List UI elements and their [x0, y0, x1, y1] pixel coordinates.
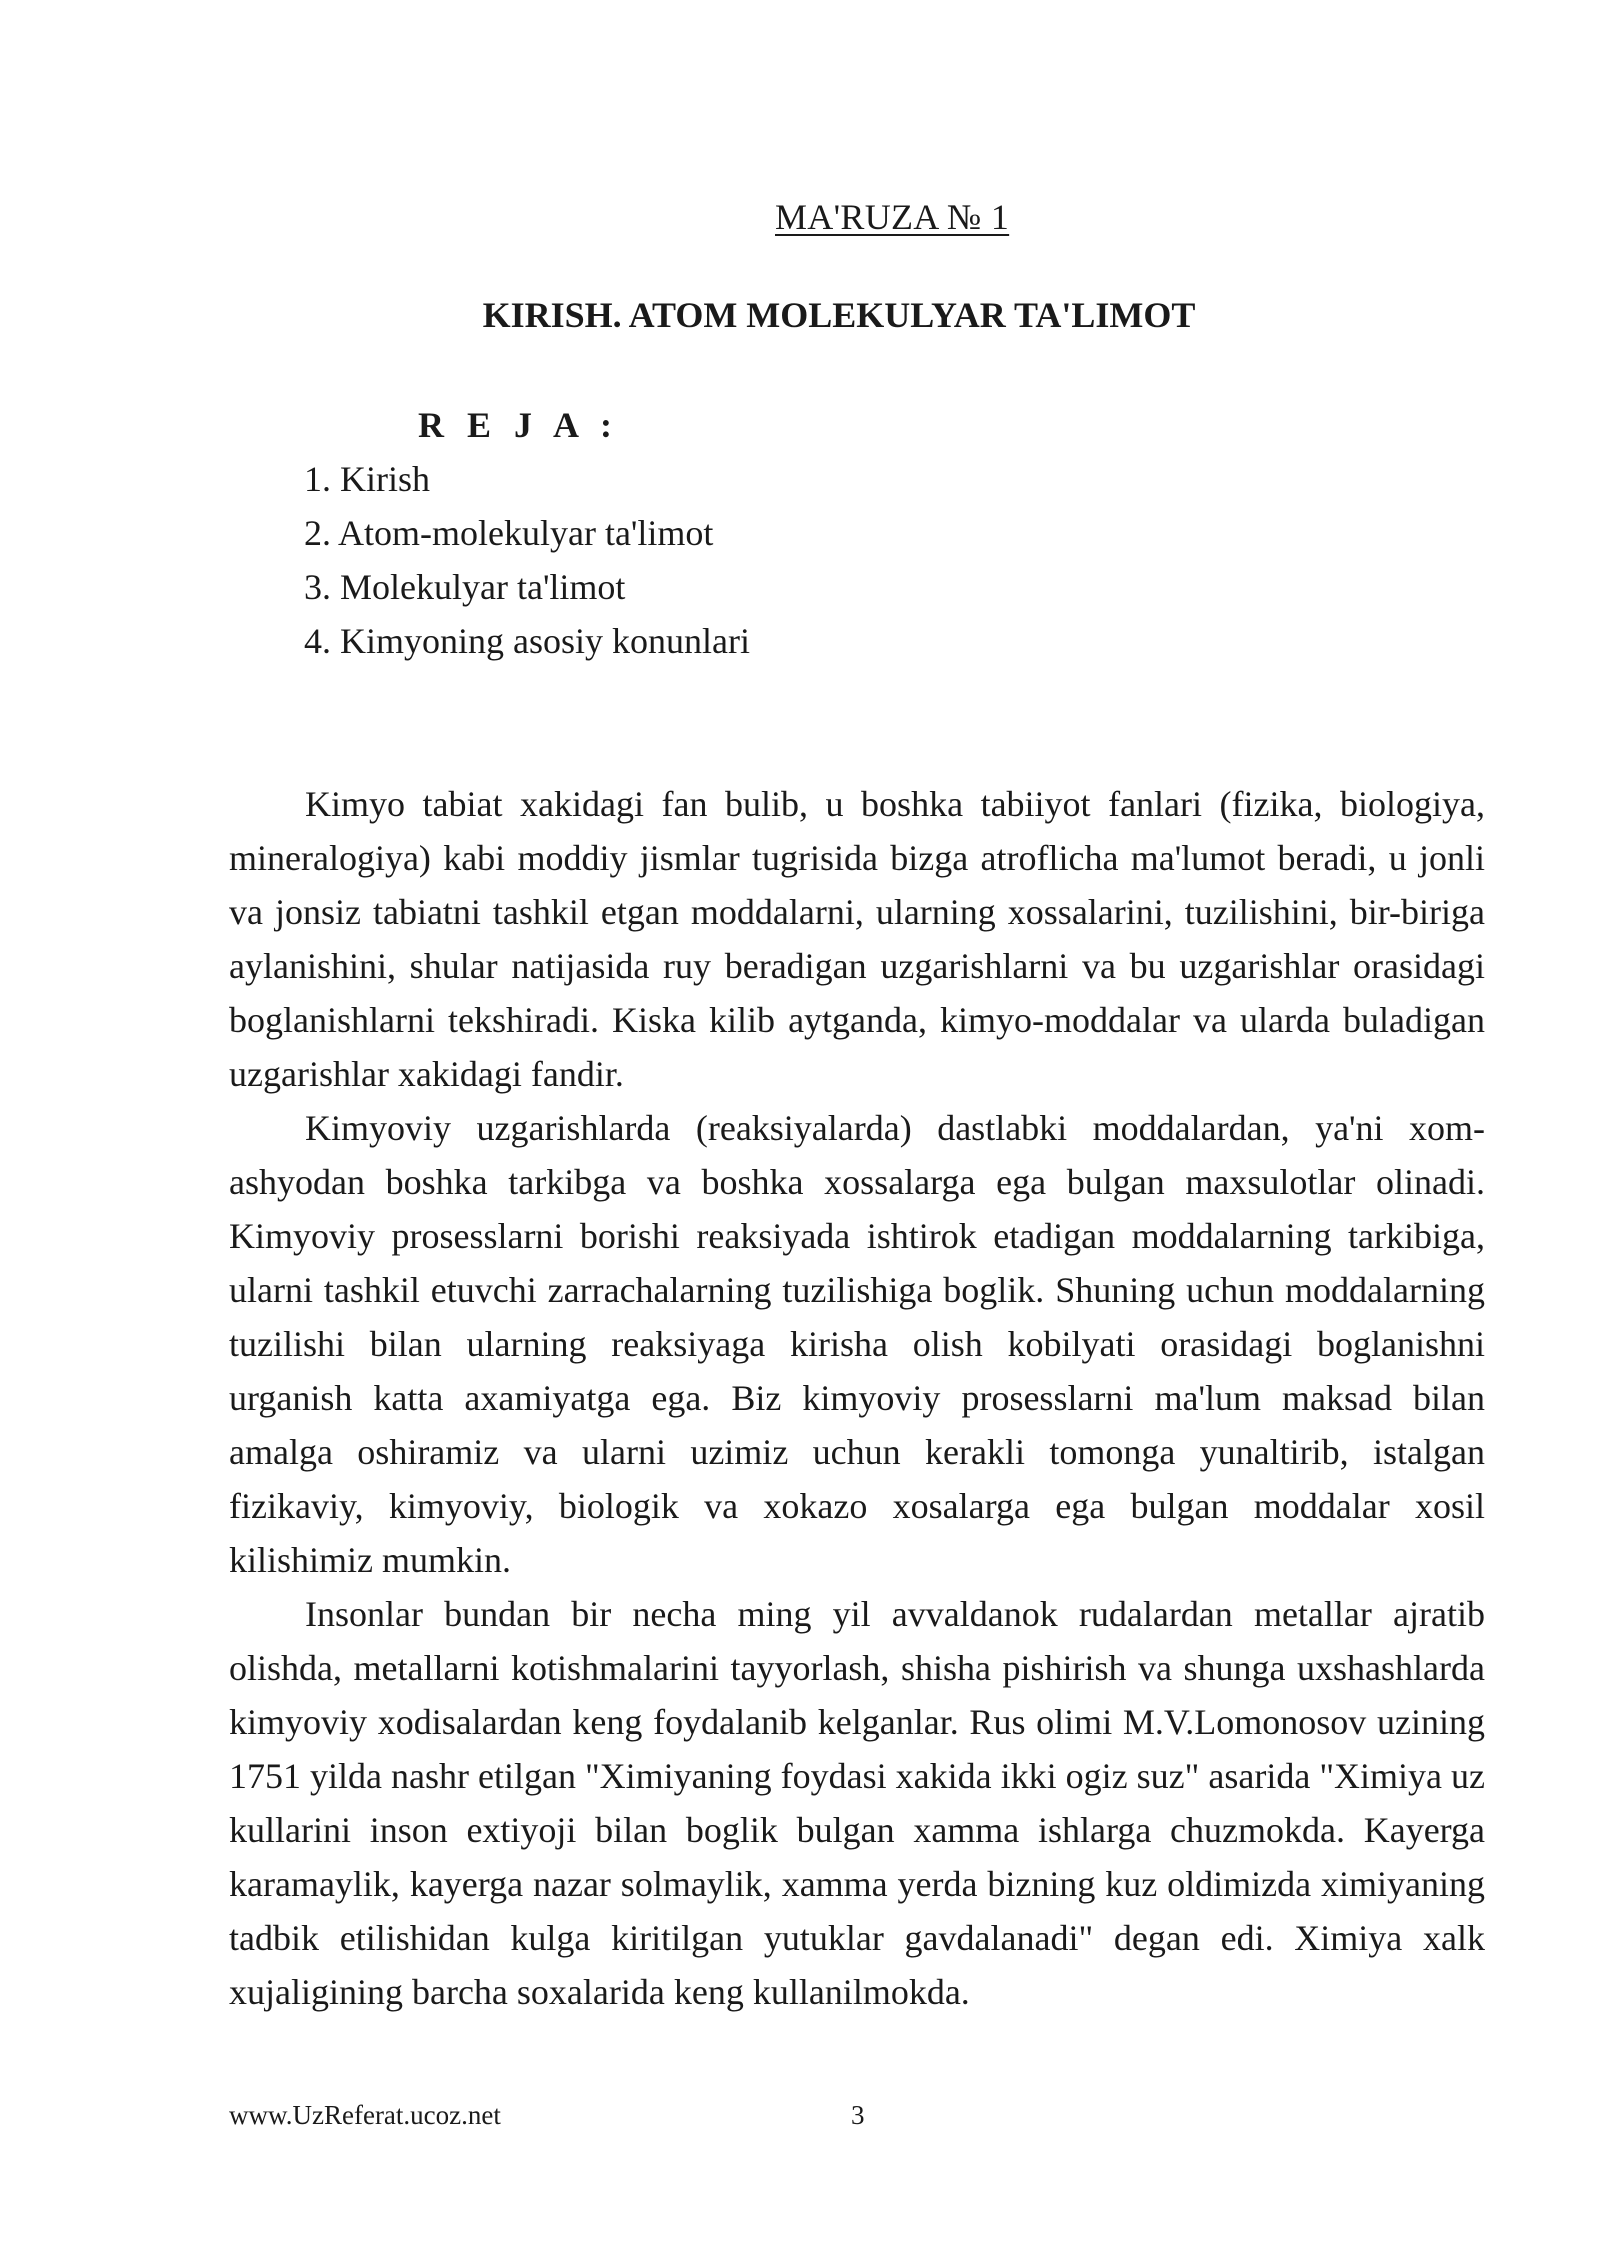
lecture-number: MA'RUZA № 1: [775, 197, 1010, 237]
page-number: 3: [851, 2100, 865, 2130]
plan-item: 4. Kimyoning asosiy konunlari: [304, 621, 750, 661]
plan-item: 2. Atom-molekulyar ta'limot: [304, 513, 714, 553]
body-text: [229, 777, 1485, 2019]
plan-heading: R E J A :: [418, 405, 620, 445]
body-paragraph: Kimyo tabiat xakidagi fan bulib, u boshka tabiiyot fanlari (fizika, biologiya, mineralogiya) kabi moddiy jismlar tugrisida bizga atroflicha ma'lumot beradi, u jonli va jonsiz tabiatni tashkil etgan moddalarni, ularning xossalarini, tuzilishini, bir-biriga aylanishini, shular natijasida ruy beradigan uzgarishlarni va bu uzgarishlar orasidagi boglanishlarni tekshiradi. Kiska kilib aytganda, kimyo-moddalar va ularda buladigan uzgarishlar xakidagi fandir.: [229, 784, 1485, 1094]
plan-item: 1. Kirish: [304, 459, 430, 499]
plan-list: [304, 452, 750, 668]
body-paragraph: Kimyoviy uzgarishlarda (reaksiyalarda) dastlabki moddalardan, ya'ni xom-ashyodan boshka tarkibga va boshka xossalarga ega bulgan maxsulotlar olinadi. Kimyoviy prosesslarni borishi reaksiyada ishtirok etadigan moddalarning tarkibiga, ularni tashkil etuvchi zarrachalarning tuzilishiga boglik. Shuning uchun moddalarning tuzilishi bilan ularning reaksiyaga kirisha olish kobilyati orasidagi boglanishni urganish katta axamiyatga ega. Biz kimyoviy prosesslarni ma'lum maksad bilan amalga oshiramiz va ularni uzimiz uchun kerakli tomonga yunaltirib, istalgan fizikaviy, kimyoviy, biologik va xokazo xosalarga ega bulgan moddalar xosil kilishimiz mumkin.: [229, 1108, 1485, 1580]
footer-website: www.UzReferat.ucoz.net: [229, 2100, 501, 2130]
plan-item: 3. Molekulyar ta'limot: [304, 567, 626, 607]
body-paragraph: Insonlar bundan bir necha ming yil avvaldanok rudalardan metallar ajratib olishda, metallarni kotishmalarini tayyorlash, shisha pishirish va shunga uxshashlarda kimyoviy xodisalardan keng foydalanib kelganlar. Rus olimi M.V.Lomonosov uzining 1751 yilda nashr etilgan "Ximiyaning foydasi xakida ikki ogiz suz" asarida "Ximiya uz kullarini inson extiyoji bilan boglik bulgan xamma ishlarga chuzmokda. Kayerga karamaylik, kayerga nazar solmaylik, xamma yerda bizning kuz oldimizda ximiyaning tadbik etilishidan kulga kiritilgan yutuklar gavdalanadi" degan edi. Ximiya xalk xujaligining barcha soxalarida keng kullanilmokda.: [229, 1594, 1485, 2012]
document-title: KIRISH. ATOM MOLEKULYAR TA'LIMOT: [482, 295, 1196, 335]
